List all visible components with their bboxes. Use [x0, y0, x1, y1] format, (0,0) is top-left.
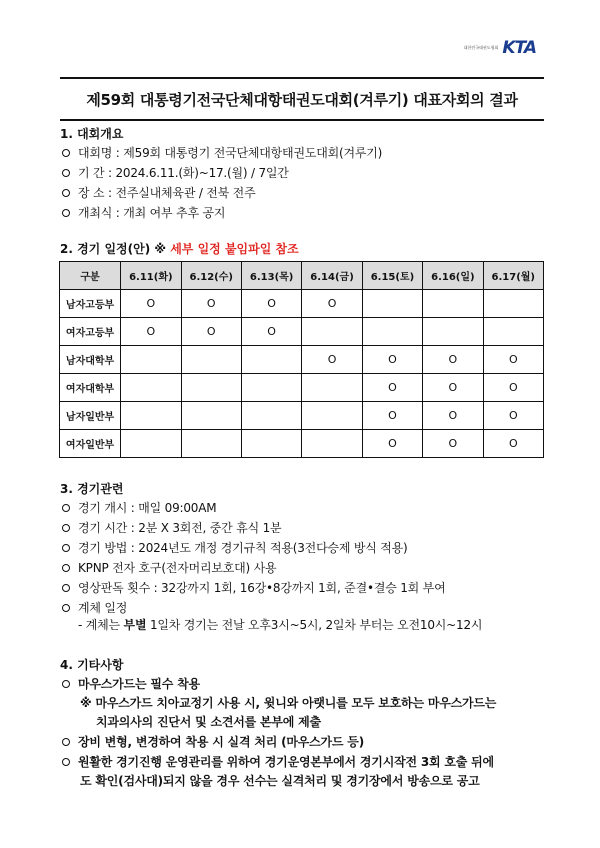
- column-header-date: 6.12(수): [181, 262, 241, 290]
- table-row: [60, 346, 544, 374]
- schedule-cell: [181, 290, 241, 318]
- schedule-cell: [302, 318, 362, 346]
- logo-subtitle: 대한민국태권도협회: [463, 45, 499, 50]
- section3-item: 계체 일정: [62, 599, 127, 616]
- mouthguard-note-cont: 치과의사의 진단서 및 소견서를 본부에 제출: [96, 715, 321, 729]
- schedule-cell: [483, 290, 543, 318]
- section4-item: 장비 변형, 변경하여 착용 시 실격 처리 (마우스가드 등): [62, 733, 364, 750]
- section1-item: 기 간 : 2024.6.11.(화)~17.(월) / 7일간: [62, 164, 289, 181]
- bullet-circle-icon: [62, 209, 70, 217]
- section4-item-cont: 도 확인(검사대)되지 않을 경우 선수는 실격처리 및 경기장에서 방송으로 공고: [80, 774, 480, 788]
- mouthguard-note: ※ 마우스가드 치아교정기 사용 시, 윗니와 아랫니를 모두 보호하는 마우스가드는: [80, 696, 497, 710]
- schedule-cell: [362, 346, 422, 374]
- schedule-cell: [302, 374, 362, 402]
- section4-item: 원활한 경기진행 운영관리를 위하여 경기운영본부에서 경기시작전 3회 호출 뒤에: [62, 753, 494, 770]
- weigh-in-detail: - 계체는 부별 1일차 경기는 전날 오후3시~5시, 2일차 부터는 오전10시~12시: [78, 618, 483, 632]
- schedule-note: 세부 일정 붙임파일 참조: [170, 242, 299, 256]
- row-label: 여자일반부: [60, 430, 121, 458]
- section1-item: 대회명 : 제59회 대통령기 전국단체대항태권도대회(겨루기): [62, 144, 382, 161]
- section3-item: KPNP 전자 호구(전자머리보호대) 사용: [62, 559, 276, 576]
- column-header-date: 6.16(일): [423, 262, 483, 290]
- section1-heading: 1. 대회개요: [60, 127, 124, 141]
- section4-heading: 4. 기타사항: [60, 658, 124, 672]
- schedule-cell: [362, 374, 422, 402]
- scheduled-mark: O: [327, 353, 337, 366]
- schedule-cell: [181, 374, 241, 402]
- column-header-date: 6.14(금): [302, 262, 362, 290]
- table-row: [60, 430, 544, 458]
- section3-item: 경기 방법 : 2024년도 개정 경기규칙 적용(3전다승제 방식 적용): [62, 539, 408, 556]
- row-label: 여자고등부: [60, 318, 121, 346]
- scheduled-mark: O: [508, 437, 518, 450]
- column-header-date: 6.17(월): [483, 262, 543, 290]
- schedule-cell: [121, 290, 181, 318]
- schedule-cell: [181, 430, 241, 458]
- schedule-cell: [362, 290, 422, 318]
- schedule-cell: [423, 402, 483, 430]
- schedule-table: [59, 261, 544, 458]
- schedule-cell: [121, 430, 181, 458]
- scheduled-mark: O: [327, 297, 337, 310]
- scheduled-mark: O: [508, 353, 518, 366]
- bullet-circle-icon: [62, 189, 70, 197]
- document-title: 제59회 대통령기전국단체대항태권도대회(겨루기) 대표자회의 결과: [86, 90, 518, 109]
- scheduled-mark: O: [267, 297, 276, 310]
- row-label: 남자일반부: [60, 402, 121, 430]
- schedule-cell: [483, 318, 543, 346]
- bullet-circle-icon: [62, 604, 70, 612]
- bullet-circle-icon: [62, 758, 70, 766]
- scheduled-mark: O: [448, 437, 458, 450]
- schedule-cell: [302, 430, 362, 458]
- schedule-cell: [423, 374, 483, 402]
- schedule-cell: [181, 346, 241, 374]
- schedule-cell: [181, 318, 241, 346]
- scheduled-mark: O: [388, 353, 397, 366]
- schedule-header-row: [60, 262, 544, 290]
- scheduled-mark: O: [388, 437, 397, 450]
- table-row: [60, 290, 544, 318]
- bullet-circle-icon: [62, 738, 70, 746]
- column-header-date: 6.11(화): [121, 262, 181, 290]
- schedule-cell: [302, 402, 362, 430]
- column-header-date: 6.13(목): [241, 262, 301, 290]
- bullet-circle-icon: [62, 564, 70, 572]
- row-label: 여자대학부: [60, 374, 121, 402]
- scheduled-mark: O: [206, 325, 216, 338]
- schedule-cell: [483, 402, 543, 430]
- schedule-cell: [423, 430, 483, 458]
- schedule-cell: [483, 374, 543, 402]
- schedule-cell: [181, 402, 241, 430]
- bullet-circle-icon: [62, 544, 70, 552]
- schedule-cell: [362, 318, 422, 346]
- section4-item: 마우스가드는 필수 착용: [62, 675, 200, 692]
- schedule-cell: [241, 290, 301, 318]
- schedule-cell: [121, 346, 181, 374]
- bullet-circle-icon: [62, 504, 70, 512]
- schedule-cell: [121, 318, 181, 346]
- section3-heading: 3. 경기관련: [60, 482, 124, 496]
- schedule-cell: [241, 374, 301, 402]
- scheduled-mark: O: [508, 409, 518, 422]
- schedule-cell: [241, 430, 301, 458]
- scheduled-mark: O: [508, 381, 518, 394]
- section3-item: 영상판독 횟수 : 32강까지 1회, 16강•8강까지 1회, 준결•결승 1회 부여: [62, 579, 445, 596]
- bullet-circle-icon: [62, 584, 70, 592]
- schedule-cell: [423, 290, 483, 318]
- schedule-cell: [483, 430, 543, 458]
- scheduled-mark: O: [146, 325, 156, 338]
- schedule-cell: [241, 318, 301, 346]
- section2-heading: 2. 경기 일정(안) ※ 세부 일정 붙임파일 참조: [60, 242, 299, 256]
- column-header-category: 구분: [60, 262, 121, 290]
- bullet-circle-icon: [62, 680, 70, 688]
- scheduled-mark: O: [206, 297, 216, 310]
- schedule-cell: [362, 402, 422, 430]
- column-header-date: 6.15(토): [362, 262, 422, 290]
- schedule-cell: [423, 346, 483, 374]
- schedule-cell: [362, 430, 422, 458]
- section3-item: 경기 시간 : 2분 X 3회전, 중간 휴식 1분: [62, 519, 281, 536]
- scheduled-mark: O: [448, 381, 458, 394]
- bullet-circle-icon: [62, 169, 70, 177]
- table-row: [60, 402, 544, 430]
- table-row: [60, 374, 544, 402]
- schedule-cell: [241, 402, 301, 430]
- schedule-cell: [423, 318, 483, 346]
- row-label: 남자대학부: [60, 346, 121, 374]
- schedule-cell: [483, 346, 543, 374]
- title-box: [60, 77, 544, 121]
- scheduled-mark: O: [448, 353, 458, 366]
- scheduled-mark: O: [267, 325, 276, 338]
- bullet-circle-icon: [62, 149, 70, 157]
- scheduled-mark: O: [146, 297, 156, 310]
- logo-mark: KTA: [502, 38, 536, 58]
- section3-item: 경기 개시 : 매일 09:00AM: [62, 499, 216, 516]
- section1-item: 장 소 : 전주실내체육관 / 전북 전주: [62, 184, 255, 201]
- table-row: [60, 318, 544, 346]
- scheduled-mark: O: [388, 381, 397, 394]
- kta-logo: [464, 38, 536, 58]
- schedule-cell: [121, 374, 181, 402]
- row-label: 남자고등부: [60, 290, 121, 318]
- schedule-cell: [302, 346, 362, 374]
- section1-item: 개최식 : 개최 여부 추후 공지: [62, 204, 225, 221]
- bullet-circle-icon: [62, 524, 70, 532]
- schedule-cell: [121, 402, 181, 430]
- scheduled-mark: O: [388, 409, 397, 422]
- scheduled-mark: O: [448, 409, 458, 422]
- schedule-cell: [302, 290, 362, 318]
- schedule-cell: [241, 346, 301, 374]
